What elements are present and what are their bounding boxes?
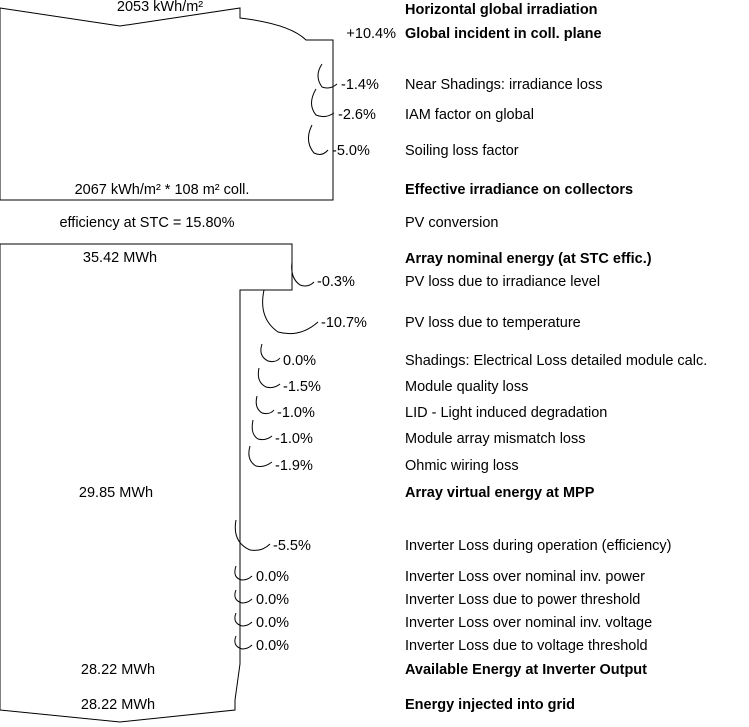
label-inverter-power-threshold: Inverter Loss due to power threshold <box>405 592 641 608</box>
label-inverter-efficiency: Inverter Loss during operation (efficiency) <box>405 538 672 554</box>
loss-arrow-ohmic <box>249 446 272 467</box>
label-iam: IAM factor on global <box>405 107 534 123</box>
label-irradiance-level: PV loss due to irradiance level <box>405 274 601 290</box>
label-mpp-energy: Array virtual energy at MPP <box>405 485 595 501</box>
label-mismatch: Module array mismatch loss <box>405 431 586 447</box>
loss-arrow-temperature <box>263 290 318 334</box>
loss-value-inverter-nominal-power: 0.0% <box>256 569 290 585</box>
mpp-energy-value: 29.85 MWh <box>78 485 154 501</box>
label-inverter-nominal-voltage: Inverter Loss over nominal inv. voltage <box>405 615 653 631</box>
label-soiling: Soiling loss factor <box>405 143 519 159</box>
loss-arrow-near-shadings <box>318 64 337 88</box>
loss-value-inverter-voltage-threshold: 0.0% <box>256 638 290 654</box>
label-inverter-output: Available Energy at Inverter Output <box>405 662 647 678</box>
gain-value: +10.4% <box>346 26 396 42</box>
label-nominal-energy: Array nominal energy (at STC effic.) <box>405 251 652 267</box>
loss-value-inverter-power-threshold: 0.0% <box>256 592 290 608</box>
loss-value-soiling: -5.0% <box>332 143 370 159</box>
conversion-value: efficiency at STC = 15.80% <box>59 215 235 231</box>
loss-value-temperature: -10.7% <box>321 315 367 331</box>
label-lid: LID - Light induced degradation <box>405 405 608 421</box>
label-inverter-nominal-power: Inverter Loss over nominal inv. power <box>405 569 645 585</box>
energy-flow-band <box>0 244 292 722</box>
loss-arrow-inverter-nominal-voltage <box>235 613 252 626</box>
label-ohmic: Ohmic wiring loss <box>405 458 519 474</box>
label-pv-conversion: PV conversion <box>405 215 499 231</box>
loss-arrow-iam <box>312 89 335 117</box>
loss-value-iam: -2.6% <box>338 107 376 123</box>
label-inverter-voltage-threshold: Inverter Loss due to voltage threshold <box>405 638 648 654</box>
loss-value-inverter-nominal-voltage: 0.0% <box>256 615 290 631</box>
loss-value-shadings-electrical: 0.0% <box>283 353 317 369</box>
label-grid-energy: Energy injected into grid <box>405 697 575 713</box>
label-temperature: PV loss due to temperature <box>405 315 581 331</box>
loss-arrow-irradiance-level <box>292 262 314 286</box>
loss-value-module-quality: -1.5% <box>283 379 321 395</box>
loss-value-mismatch: -1.0% <box>275 431 313 447</box>
loss-arrow-lid <box>256 396 274 414</box>
label-effective-irradiance: Effective irradiance on collectors <box>405 182 634 198</box>
start-irradiation-value: 2053 kWh/m² <box>116 0 204 15</box>
label-horizontal-irradiation: Horizontal global irradiation <box>405 2 598 18</box>
loss-arrow-shadings-electrical <box>261 344 280 362</box>
label-shadings-electrical: Shadings: Electrical Loss detailed module calc. <box>405 353 708 369</box>
loss-value-irradiance-level: -0.3% <box>317 274 355 290</box>
loss-arrow-inverter-nominal-power <box>235 566 252 580</box>
loss-value-ohmic: -1.9% <box>275 458 313 474</box>
inverter-output-value: 28.22 MWh <box>80 662 156 678</box>
nominal-energy-value: 35.42 MWh <box>82 250 158 266</box>
loss-arrow-soiling <box>308 125 328 154</box>
label-near-shadings: Near Shadings: irradiance loss <box>405 77 603 93</box>
loss-value-lid: -1.0% <box>277 405 315 421</box>
loss-arrow-inverter-voltage-threshold <box>235 636 252 649</box>
irradiance-flow-band <box>0 8 333 200</box>
loss-value-inverter-efficiency: -5.5% <box>273 538 311 554</box>
grid-energy-value: 28.22 MWh <box>80 697 156 713</box>
loss-arrow-module-quality <box>258 368 280 388</box>
label-global-incident: Global incident in coll. plane <box>405 26 602 42</box>
label-module-quality: Module quality loss <box>405 379 529 395</box>
loss-arrow-inverter-power-threshold <box>235 590 252 603</box>
loss-arrow-mismatch <box>252 420 272 440</box>
loss-value-near-shadings: -1.4% <box>341 77 379 93</box>
effective-irradiance-value: 2067 kWh/m² * 108 m² coll. <box>74 182 250 198</box>
